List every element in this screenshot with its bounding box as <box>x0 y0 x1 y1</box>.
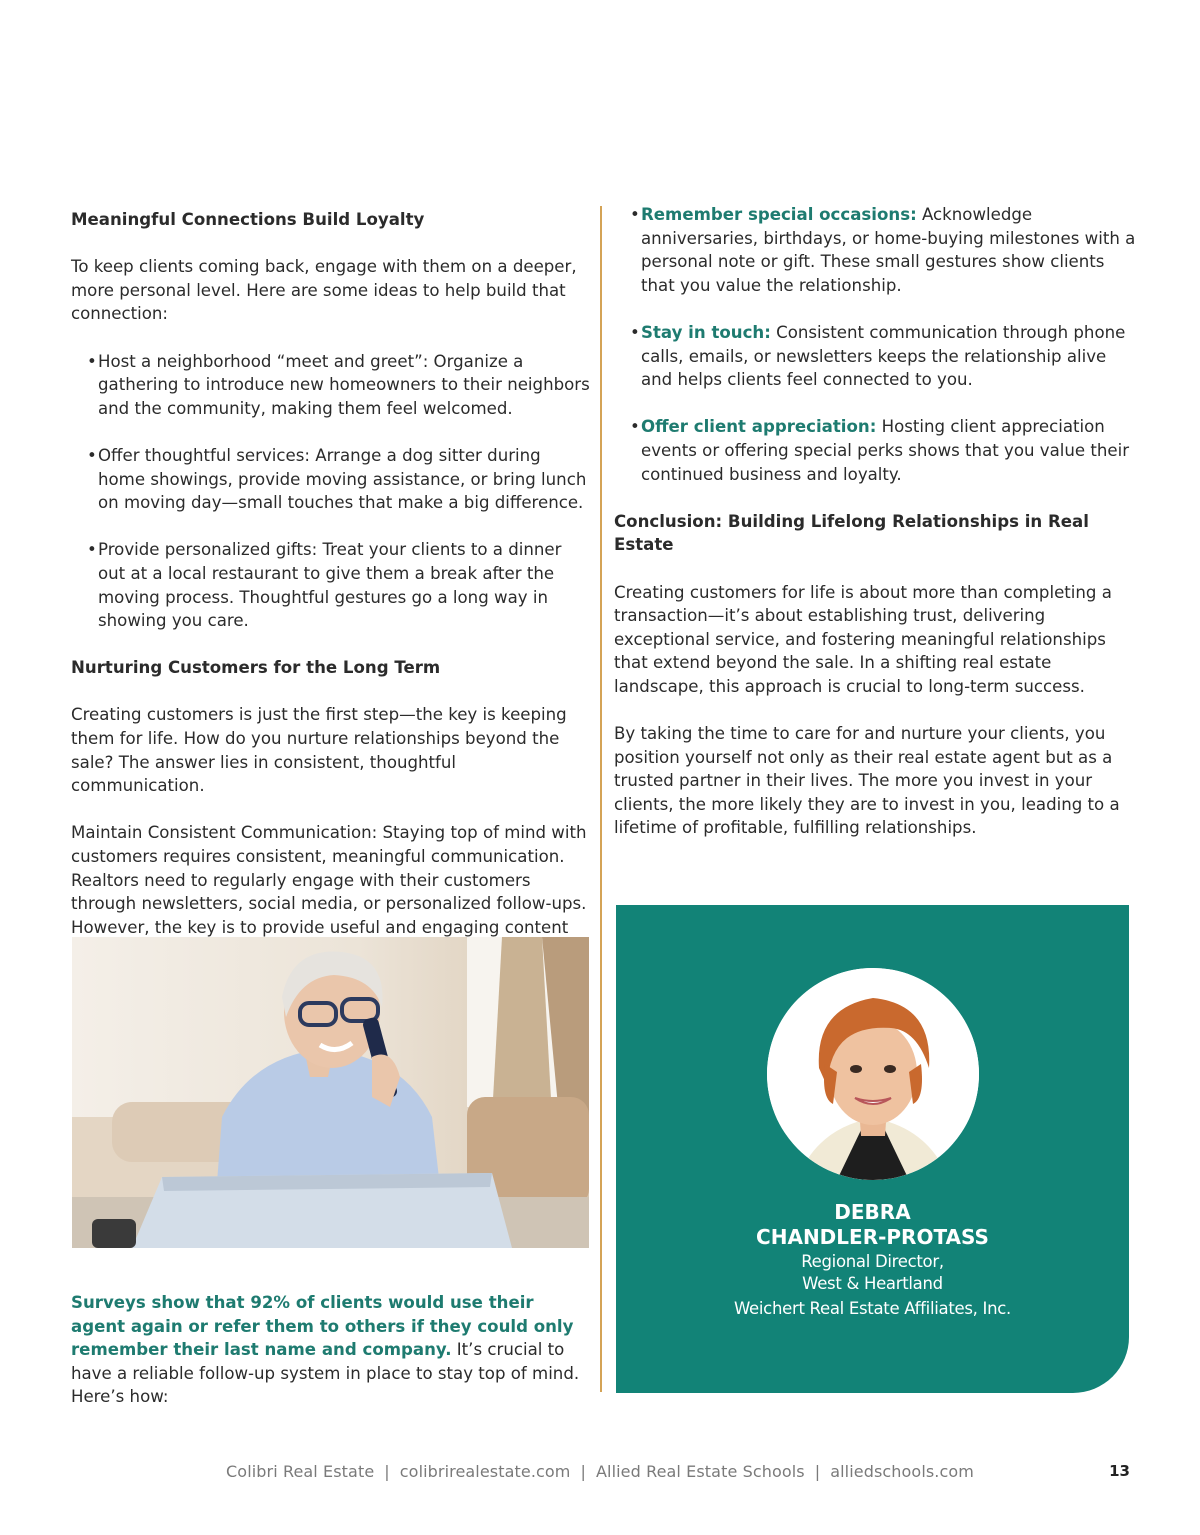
list-item: • Provide personalized gifts: Treat your clients to a dinner out at a local restaurant to give them a break after the moving process. Thoughtful gestures go a long way in showing you care. <box>87 540 562 631</box>
page-number: 13 <box>1109 1462 1130 1480</box>
author-company: Weichert Real Estate Affiliates, Inc. <box>734 1299 1011 1318</box>
communication-paragraph: Maintain Consistent Communication: Staying top of mind with customers requires consistent, meaningful communication. Realtors need to regularly engage with their customers through newsletters, social media, or personalized follow-ups. However, the key is to provide useful and engaging content <box>71 823 587 937</box>
bullet-icon: • <box>87 351 97 371</box>
conclusion-paragraph: Creating customers for life is about more than completing a transaction—it’s about establishing trust, delivering exceptional service, and fostering meaningful relationships that extend beyond the sale. In a shifting real estate landscape, this approach is crucial to long-term success. <box>614 582 1112 696</box>
author-name: DEBRA CHANDLER-PROTASS <box>756 1200 989 1249</box>
footer-brand-colibri: Colibri Real Estate <box>226 1462 375 1481</box>
footer-separator: | <box>580 1462 586 1481</box>
survey-text: It’s crucial to have a reliable follow-up system in place to stay top of mind. Here’s how: <box>71 1340 580 1407</box>
list-item: • Remember special occasions: Acknowledge anniversaries, birthdays, or home-buying milestones with a personal note or gift. These small gestures show clients that you value the relationship. <box>630 205 1136 295</box>
bullet-icon: • <box>87 540 97 560</box>
list-item: • Offer thoughtful services: Arrange a dog sitter during home showings, provide moving assistance, or bring lunch on moving day—small touches that make a big difference. <box>87 445 587 513</box>
bullet-icon: • <box>630 205 640 224</box>
bullet-icon: • <box>630 417 640 437</box>
author-portrait <box>767 968 979 1180</box>
heading-meaningful-connections: Meaningful Connections Build Loyalty <box>71 210 425 229</box>
author-title: Regional Director, <box>801 1252 944 1271</box>
heading-nurturing-customers: Nurturing Customers for the Long Term <box>71 658 441 678</box>
closing-paragraph: By taking the time to care for and nurture your clients, you position yourself not only as their real estate agent but as a trusted partner in their lives. The more you invest in your clients, the more likely they are to invest in you, leading to a lifetime of profitable, fulfilling relationships. <box>614 724 1120 838</box>
bullet-icon: • <box>87 445 97 465</box>
intro-paragraph: To keep clients coming back, engage with them on a deeper, more personal level. Here are some ideas to help build that connection: <box>71 257 577 324</box>
nurturing-paragraph: Creating customers is just the first step—the key is keeping them for life. How do you nurture relationships beyond the sale? The answer lies in consistent, thoughtful communication. <box>71 705 567 796</box>
list-item: • Host a neighborhood “meet and greet”: Organize a gathering to introduce new homeowners to their neighbors and the community, making them feel welcomed. <box>87 351 590 418</box>
footer-brand-allied: Allied Real Estate Schools <box>596 1462 805 1481</box>
footer-link-allied[interactable]: alliedschools.com <box>830 1462 974 1481</box>
footer-separator: | <box>814 1462 821 1481</box>
footer <box>180 1462 1020 1481</box>
heading-conclusion: Conclusion: Building Lifelong Relationships in Real Estate <box>614 511 1089 555</box>
survey-callout <box>71 1291 591 1409</box>
woman-on-phone-photo <box>72 937 589 1248</box>
left-column <box>71 208 591 939</box>
list-item: • Stay in touch: Consistent communication through phone calls, emails, or newsletters keeps the relationship alive and helps clients feel connected to you. <box>630 322 1126 390</box>
right-column <box>614 203 1139 840</box>
list-item: • Offer client appreciation: Hosting client appreciation events or offering special perks shows that you value their continued business and loyalty. <box>630 417 1130 484</box>
survey-highlight: Surveys show that 92% of clients would use their agent again or refer them to others if they could only remember their last name and company. <box>71 1293 574 1360</box>
bullet-icon: • <box>630 322 640 342</box>
footer-link-colibri[interactable]: colibrirealestate.com <box>399 1462 571 1481</box>
author-region: West & Heartland <box>802 1274 943 1293</box>
footer-separator: | <box>384 1462 390 1481</box>
column-divider <box>600 206 602 1392</box>
